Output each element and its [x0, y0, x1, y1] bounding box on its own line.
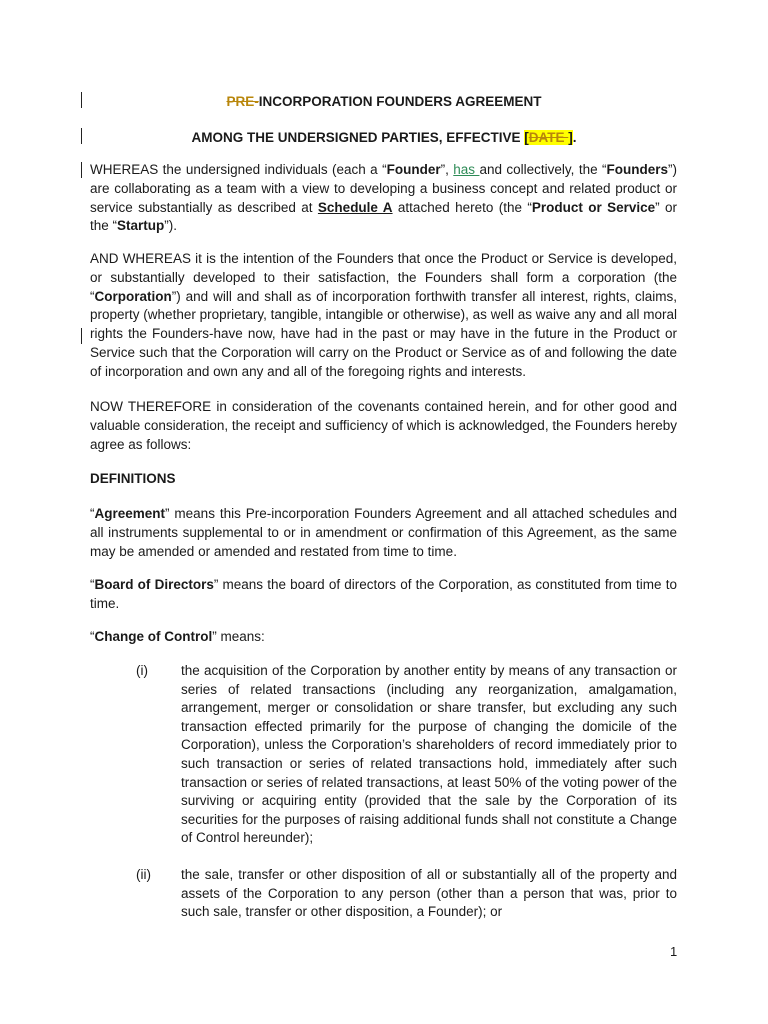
change-bar: [81, 328, 82, 344]
tracked-insertion: has: [453, 162, 480, 177]
change-bar: [81, 162, 82, 178]
tracked-deletion: DATE: [528, 130, 569, 145]
date-placeholder: [DATE ]: [524, 130, 573, 145]
list-item-text: the sale, transfer or other disposition of all or substantially all of the property and assets of the Corporation to any person (other than a person that was, prior to such sale, transfer or other disposition, a Founder); or: [181, 867, 677, 920]
defined-term: Board of Directors: [94, 577, 214, 592]
defined-term: Agreement: [94, 506, 166, 521]
document-subtitle: AMONG THE UNDERSIGNED PARTIES, EFFECTIVE [DATE ].: [191, 130, 577, 145]
list-item-number: (i): [136, 663, 148, 678]
tracked-deletion: PRE-: [226, 94, 259, 109]
defined-term: Startup: [117, 218, 165, 234]
defined-term: Product or Service: [531, 199, 656, 215]
defined-term: Founder: [386, 162, 441, 177]
defined-term: Founders: [606, 162, 669, 177]
definition-board: “Board of Directors” means the board of directors of the Corporation, as constituted from time to time.: [90, 577, 677, 611]
subtitle-text: AMONG THE UNDERSIGNED PARTIES, EFFECTIVE: [191, 130, 525, 145]
definition-agreement: “Agreement” means this Pre-incorporation Founders Agreement and all attached schedules and all instruments supplemental to or in amendment or confirmation of this Agreement, as the same may be amended or amended and restated from time to time.: [90, 506, 677, 559]
now-therefore-paragraph: NOW THEREFORE in consideration of the covenants contained herein, and for other good and valuable consideration, the receipt and sufficiency of which is acknowledged, the Founders hereby agree as follows:: [90, 399, 677, 452]
definition-change-of-control: “Change of Control” means:: [90, 629, 265, 644]
definitions-heading: DEFINITIONS: [90, 471, 176, 486]
whereas-paragraph: WHEREAS the undersigned individuals (each a “Founder”, has and collectively, the “Founders”) are collaborating as a team with a view to developing a business concept and related product or service substantially as described at Schedule A attached hereto (the “Product or Service” or the “Startup”).: [90, 162, 678, 234]
and-whereas-paragraph: AND WHEREAS it is the intention of the Founders that once the Product or Service is developed, or substantially developed to their satisfaction, the Founders shall form a corporation (the “Corporation”) and will and shall as of incorporation forthwith transfer all interest, rights, claims, property (whether proprietary, tangible, intangible or otherwise), as well as waive any and all moral rights the Founders-have now, have had in the past or may have in the future in the Product or Service such that the Corporation will carry on the Product or Service as of and following the date of incorporation and own any and all of the foregoing rights and interests.: [90, 251, 677, 379]
defined-term: Corporation: [94, 288, 172, 304]
page-number: 1: [670, 944, 678, 959]
title-text: INCORPORATION FOUNDERS AGREEMENT: [258, 94, 542, 109]
schedule-reference: Schedule A: [317, 199, 393, 215]
defined-term: Change of Control: [94, 629, 213, 644]
list-item-number: (ii): [136, 867, 151, 882]
document-title: [0, 93, 768, 110]
list-item-text: the acquisition of the Corporation by another entity by means of any transaction or series of related transactions (including any reorganization, amalgamation, arrangement, merger or consolidation or share transfer, but excluding any such transaction effected primarily for the purpose of changing the domicile of the Corporation), unless the Corporation’s shareholders of record immediately prior to such transaction or series of related transactions hold, immediately after such transaction or series of related transactions, at least 50% of the voting power of the surviving or acquiring entity (provided that the sale by the Corporation of its securities for the purposes of raising additional funds shall not constitute a Change of Control hereunder);: [181, 663, 677, 846]
